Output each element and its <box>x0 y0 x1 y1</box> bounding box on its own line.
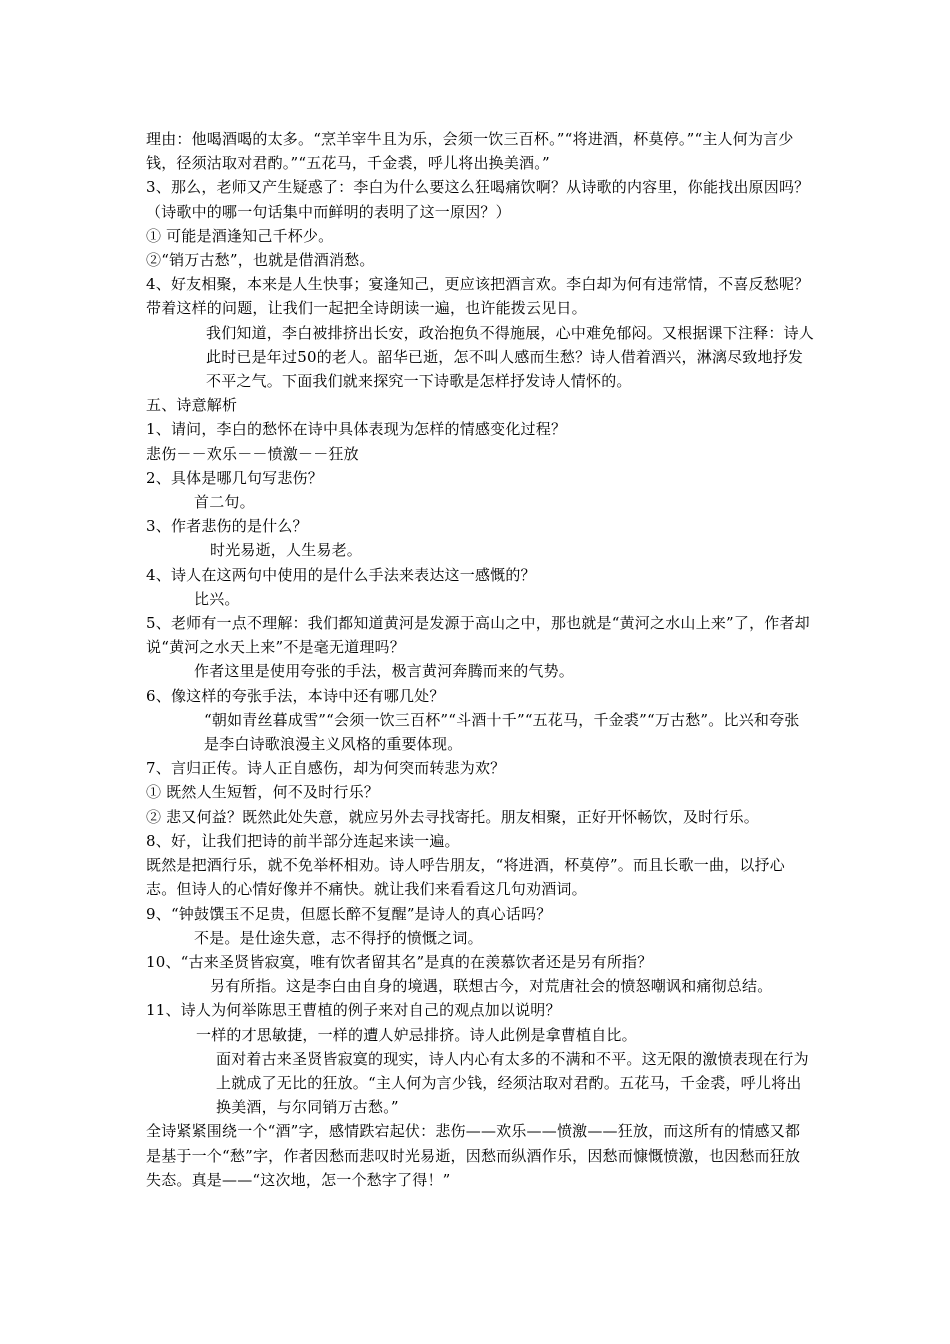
analysis-answer-10: 另有所指。这是李白由自身的境遇，联想古今，对荒唐社会的愤怒嘲讽和痛彻总结。 <box>210 977 773 996</box>
analysis-answer-6: “朝如青丝暮成雪”“会须一饮三百杯”“斗酒十千”“五花马，千金裘”“万古愁”。比兴和夸张是李白诗歌浪漫主义风格的重要体现。 <box>204 710 800 754</box>
analysis-answer-4: 比兴。 <box>194 589 240 608</box>
paragraph-reality: 面对着古来圣贤皆寂寞的现实，诗人内心有太多的不满和不平。这无限的激愤表现在行为上就成了无比的狂放。“主人何为言少钱，经须沽取对君酌。五花马，千金裘，呼儿将出换美酒，与尔同销万古愁。” <box>216 1049 809 1117</box>
analysis-question-8: 8、好，让我们把诗的前半部分连起来读一遍。 <box>146 831 460 850</box>
answer-3-2: ②“销万古愁”，也就是借酒消愁。 <box>146 251 375 270</box>
analysis-answer-5: 作者这里是使用夸张的手法，极言黄河奔腾而来的气势。 <box>194 662 575 681</box>
analysis-question-3: 3、作者悲伤的是什么？ <box>146 517 308 536</box>
question-4: 4、好友相聚，本来是人生快事；宴逢知己，更应该把酒言欢。李白却为何有违常情，不喜反愁呢？带着这样的问题，让我们一起把全诗朗读一遍，也许能拨云见日。 <box>146 275 810 318</box>
analysis-answer-7-2: ② 悲又何益？既然此处失意，就应另外去寻找寄托。朋友相聚，正好开怀畅饮，及时行乐。 <box>146 807 759 826</box>
paragraph-summary: 全诗紧紧围绕一个“酒”字，感情跌宕起伏：悲伤——欢乐——愤激——狂放，而这所有的情感又都是基于一个“愁”字，作者因愁而悲叹时光易逝，因愁而纵酒作乐，因愁而慷慨愤激，也因愁而狂放失态。真是——“这次地，怎一个愁字了得！” <box>146 1122 801 1189</box>
analysis-paragraph-8: 既然是把酒行乐，就不免举杯相劝。诗人呼告朋友，“将进酒，杯莫停”。而且长歌一曲，以抒心志。但诗人的心情好像并不痛快。就让我们来看看这几句劝酒词。 <box>146 856 785 899</box>
analysis-answer-9: 不是。是仕途失意，志不得抒的愤慨之词。 <box>194 928 483 947</box>
analysis-question-5: 5、老师有一点不理解：我们都知道黄河是发源于高山之中，那也就是“黄河之水山上来”了，作者却说“黄河之水天上来”不是毫无道理吗？ <box>146 614 810 657</box>
document-body <box>146 127 814 1192</box>
analysis-question-11: 11、诗人为何举陈思王曹植的例子来对自己的观点加以说明？ <box>146 1001 561 1020</box>
analysis-question-9: 9、“钟鼓馔玉不足贵，但愿长醉不复醒”是诗人的真心话吗？ <box>146 904 552 923</box>
analysis-answer-1: 悲伤－－欢乐－－愤激－－狂放 <box>146 444 359 463</box>
analysis-answer-3: 时光易逝，人生易老。 <box>210 541 363 560</box>
section-heading-5: 五、诗意解析 <box>146 396 238 415</box>
question-3: 3、那么，老师又产生疑惑了：李白为什么要这么狂喝痛饮啊？从诗歌的内容里，你能找出原因吗？（诗歌中的哪一句话集中而鲜明的表明了这一原因？） <box>146 178 810 221</box>
analysis-answer-2: 首二句。 <box>194 493 255 512</box>
paragraph-reason: 理由：他喝酒喝的太多。“烹羊宰牛且为乐，会须一饮三百杯。”“将进酒，杯莫停。”“主人何为言少钱，径须沽取对君酌。”“五花马，千金裘，呼儿将出换美酒。” <box>146 130 794 173</box>
answer-3-1: ① 可能是酒逢知己千杯少。 <box>146 226 334 245</box>
analysis-question-1: 1、请问，李白的愁怀在诗中具体表现为怎样的情感变化过程？ <box>146 420 567 439</box>
analysis-question-6: 6、像这样的夸张手法，本诗中还有哪几处？ <box>146 686 445 705</box>
analysis-question-7: 7、言归正传。诗人正自感伤，却为何突而转悲为欢？ <box>146 759 506 778</box>
analysis-answer-7-1: ① 既然人生短暂，何不及时行乐？ <box>146 783 379 802</box>
analysis-answer-11: 一样的才思敏捷，一样的遭人妒忌排挤。诗人此例是拿曹植自比。 <box>196 1025 637 1044</box>
analysis-question-4: 4、诗人在这两句中使用的是什么手法来表达这一感慨的？ <box>146 565 536 584</box>
analysis-question-10: 10、“古来圣贤皆寂寞，唯有饮者留其名”是真的在羡慕饮者还是另有所指？ <box>146 952 653 971</box>
analysis-question-2: 2、具体是哪几句写悲伤？ <box>146 468 323 487</box>
paragraph-background: 我们知道，李白被排挤出长安，政治抱负不得施展，心中难免郁闷。又根据课下注释：诗人此时已是年过50的老人。韶华已逝，怎不叫人感而生愁？诗人借着酒兴，淋漓尽致地抒发不平之气。下面我们就来探究一下诗歌是怎样抒发诗人情怀的。 <box>206 323 815 391</box>
